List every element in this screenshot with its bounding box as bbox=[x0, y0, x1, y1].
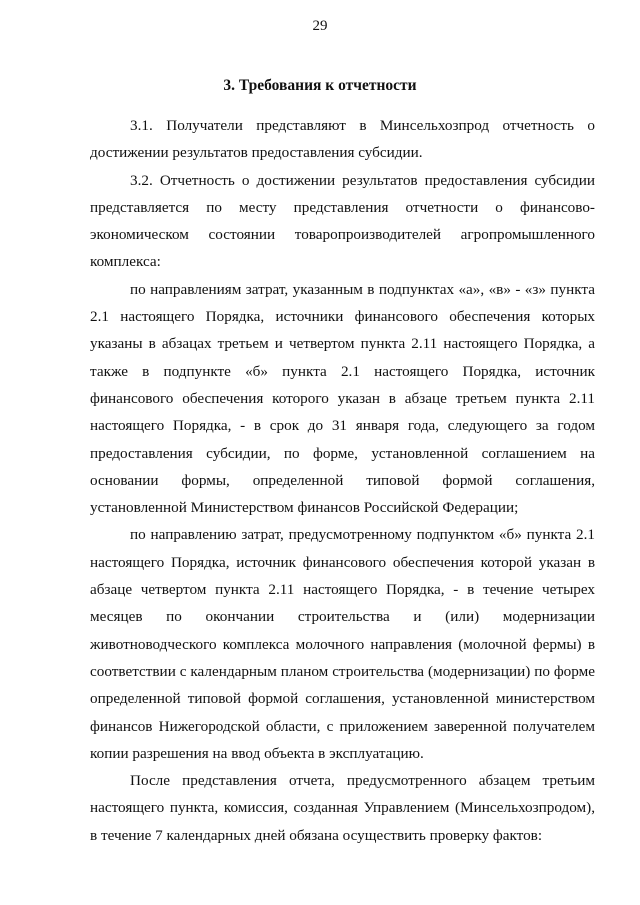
page-number: 29 bbox=[312, 18, 328, 34]
paragraph-3-2: 3.2. Отчетность о достижении результатов предоставления субсидии представляется по месту представления отчетности о финансово-экономическом состоянии товаропроизводителей агропромышленного комплекса: bbox=[90, 171, 595, 271]
paragraph-expense-direction-b: по направлению затрат, предусмотренному подпунктом «б» пункта 2.1 настоящего Порядка, источник финансового обеспечения которой указан в абзаце четвертом пункта 2.11 настоящего Порядка, - в течение четырех месяцев по окончании строительства и (или) модернизации животноводческого комплекса молочного направления (молочной фермы) в соответствии с календарным планом строительства (модернизации) по форме определенной типовой формой соглашения, установленной министерством финансов Нижегородской области, с приложением заверенной получателем копии разрешения на ввод объекта в эксплуатацию. bbox=[90, 526, 595, 762]
paragraph-3-1: 3.1. Получатели представляют в Минсельхозпрод отчетность о достижении результатов предоставления субсидии. bbox=[90, 117, 595, 162]
paragraph-report-verification: После представления отчета, предусмотренного абзацем третьим настоящего пункта, комиссия, созданная Управлением (Минсельхозпродом), в течение 7 календарных дней обязана осуществить проверку фактов: bbox=[90, 772, 595, 844]
section-title: 3. Требования к отчетности bbox=[223, 77, 417, 94]
paragraph-expense-directions: по направлениям затрат, указанным в подпунктах «а», «в» - «з» пункта 2.1 настоящего Порядка, источники финансового обеспечения которых указаны в абзацах третьем и четвертом пункта 2.11 настоящего Порядка, а также в подпункте «б» пункта 2.1 настоящего Порядка, источник финансового обеспечения которого указан в абзаце третьем пункта 2.11 настоящего Порядка, - в срок до 31 января года, следующего за годом предоставления субсидии, по форме, установленной соглашением на основании формы, определенной типовой формой соглашения, установленной Министерством финансов Российской Федерации; bbox=[90, 280, 595, 517]
document-body bbox=[90, 112, 595, 849]
